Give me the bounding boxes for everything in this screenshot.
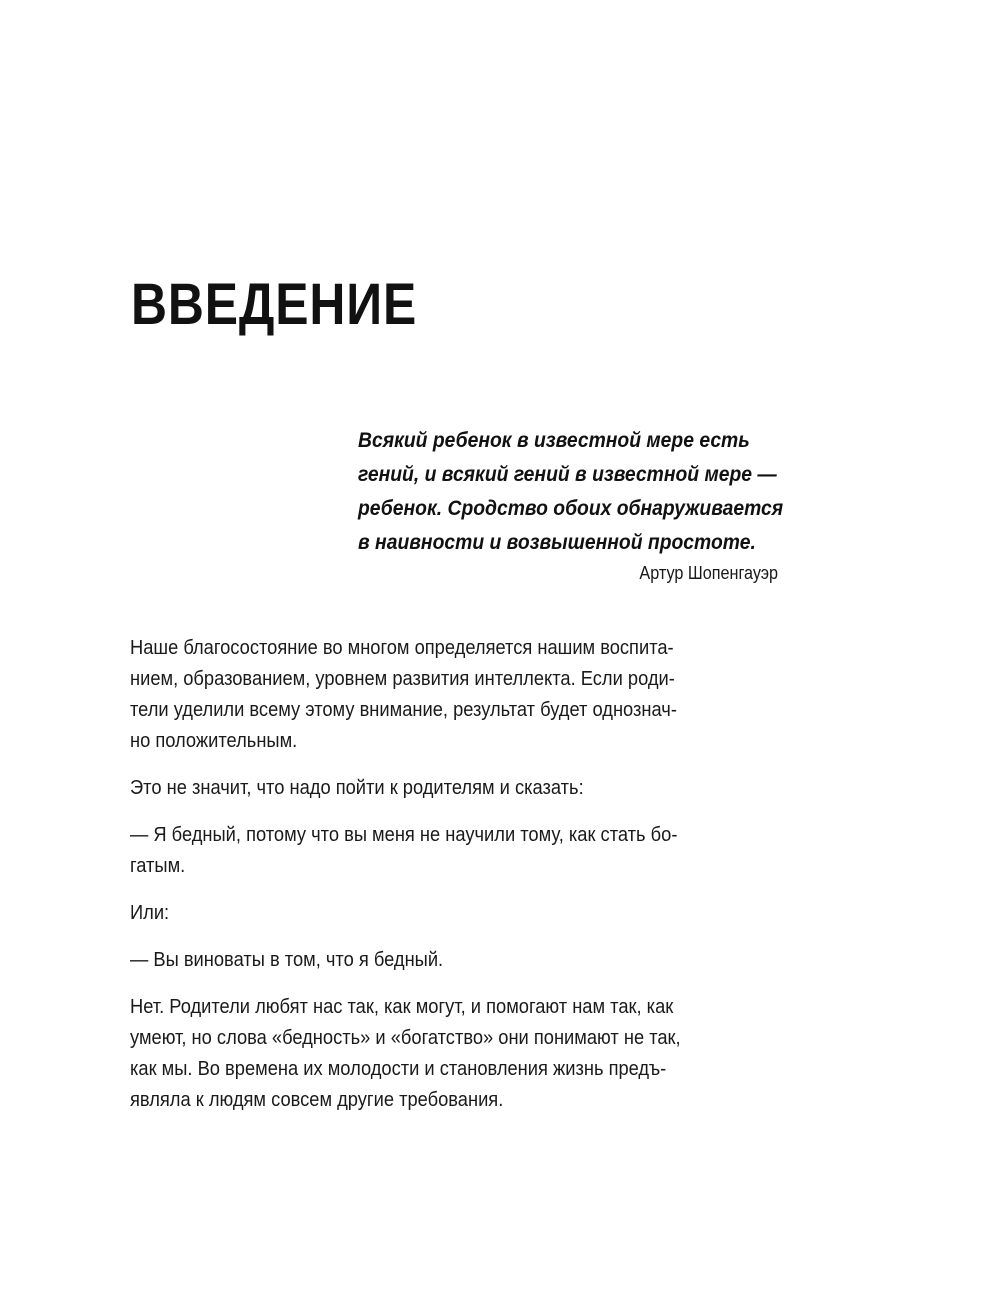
epigraph-author: Артур Шопенгауэр: [639, 563, 778, 583]
text-line: нием, образованием, уровнем развития интеллекта. Если роди-: [130, 668, 675, 690]
epigraph: [358, 424, 784, 583]
text-line: Наше благосостояние во многом определяется нашим воспита-: [130, 637, 674, 659]
text-line: гатым.: [130, 855, 186, 877]
text-line: являла к людям совсем другие требования.: [130, 1089, 504, 1111]
text-line: Это не значит, что надо пойти к родителям и сказать:: [130, 777, 584, 799]
text-line: но положительным.: [130, 730, 298, 752]
text-line: Нет. Родители любят нас так, как могут, и помогают нам так, как: [130, 996, 674, 1018]
text-line: Или:: [130, 902, 170, 924]
paragraph: [130, 773, 825, 804]
text-line: тели уделили всему этому внимание, результат будет однознач-: [130, 699, 677, 721]
paragraph: [130, 945, 825, 976]
epigraph-line: в наивности и возвышенной простоте.: [358, 531, 756, 554]
paragraph: [130, 898, 825, 929]
paragraph: [130, 992, 825, 1116]
epigraph-line: гений, и всякий гений в известной мере —: [358, 463, 777, 486]
paragraph: [130, 820, 825, 882]
paragraph: [130, 633, 825, 757]
chapter-title: ВВЕДЕНИЕ: [131, 272, 418, 337]
text-line: — Я бедный, потому что вы меня не научили тому, как стать бо-: [130, 824, 678, 846]
text-line: умеют, но слова «бедность» и «богатство» они понимают не так,: [130, 1027, 681, 1049]
text-line: как мы. Во времена их молодости и становления жизнь предъ-: [130, 1058, 667, 1080]
epigraph-line: ребенок. Сродство обоих обнаруживается: [358, 497, 784, 520]
body-text: [130, 633, 890, 1132]
epigraph-line: Всякий ребенок в известной мере есть: [358, 429, 750, 452]
text-line: — Вы виноваты в том, что я бедный.: [130, 949, 444, 971]
